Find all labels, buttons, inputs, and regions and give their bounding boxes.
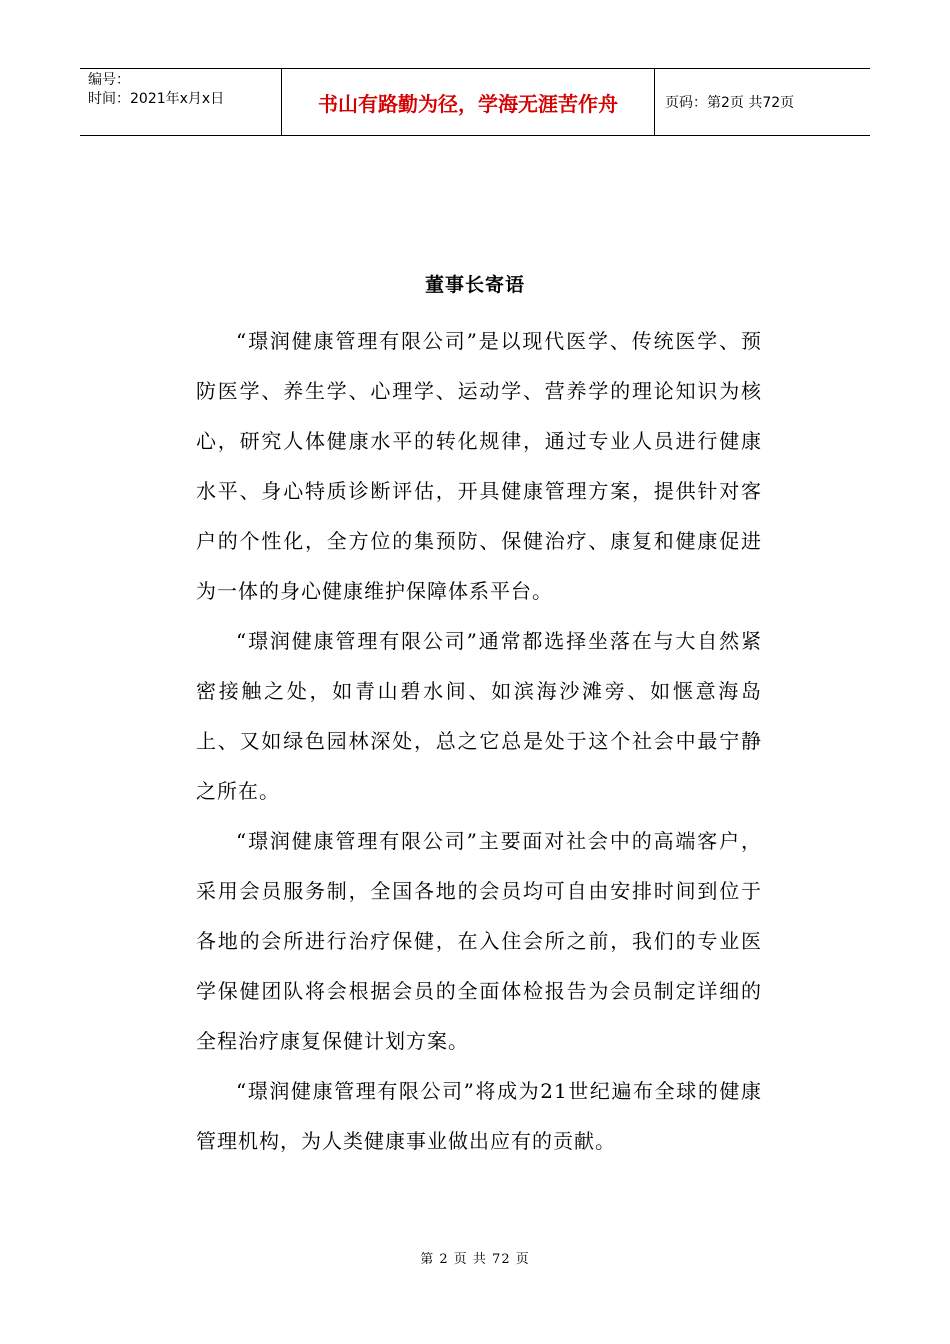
- paragraph: “璟润健康管理有限公司”是以现代医学、传统医学、预防医学、养生学、心理学、运动学、营养学的理论知识为核心，研究人体健康水平的转化规律，通过专业人员进行健康水平、身心特质诊断评估，开具健康管理方案，提供针对客户的个性化，全方位的集预防、保健治疗、康复和健康促进为一体的身心健康维护保障体系平台。: [196, 329, 762, 603]
- header-meta: [80, 69, 282, 135]
- document-title: 董事长寄语: [424, 274, 525, 296]
- header-motto: 书山有路勤为径，学海无涯苦作舟: [282, 69, 655, 135]
- page-footer: 第 2 页 共 72 页: [420, 1252, 530, 1267]
- paragraph: “璟润健康管理有限公司”通常都选择坐落在与大自然紧密接触之处，如青山碧水间、如滨海沙滩旁、如惬意海岛上、又如绿色园林深处，总之它总是处于这个社会中最宁静之所在。: [196, 629, 762, 803]
- paragraph: “璟润健康管理有限公司”将成为21世纪遍布全球的健康管理机构，为人类健康事业做出应有的贡献。: [196, 1079, 762, 1153]
- time-label: 时间：2021年x月x日: [88, 91, 225, 107]
- number-label: 编号：: [88, 72, 130, 88]
- page-header: [80, 68, 870, 136]
- header-page-info: 页码：第2页 共72页: [665, 95, 795, 111]
- document-body: [196, 316, 762, 1166]
- paragraph: “璟润健康管理有限公司”主要面对社会中的高端客户，采用会员服务制，全国各地的会员均可自由安排时间到位于各地的会所进行治疗保健，在入住会所之前，我们的专业医学保健团队将会根据会员的全面体检报告为会员制定详细的全程治疗康复保健计划方案。: [196, 829, 762, 1053]
